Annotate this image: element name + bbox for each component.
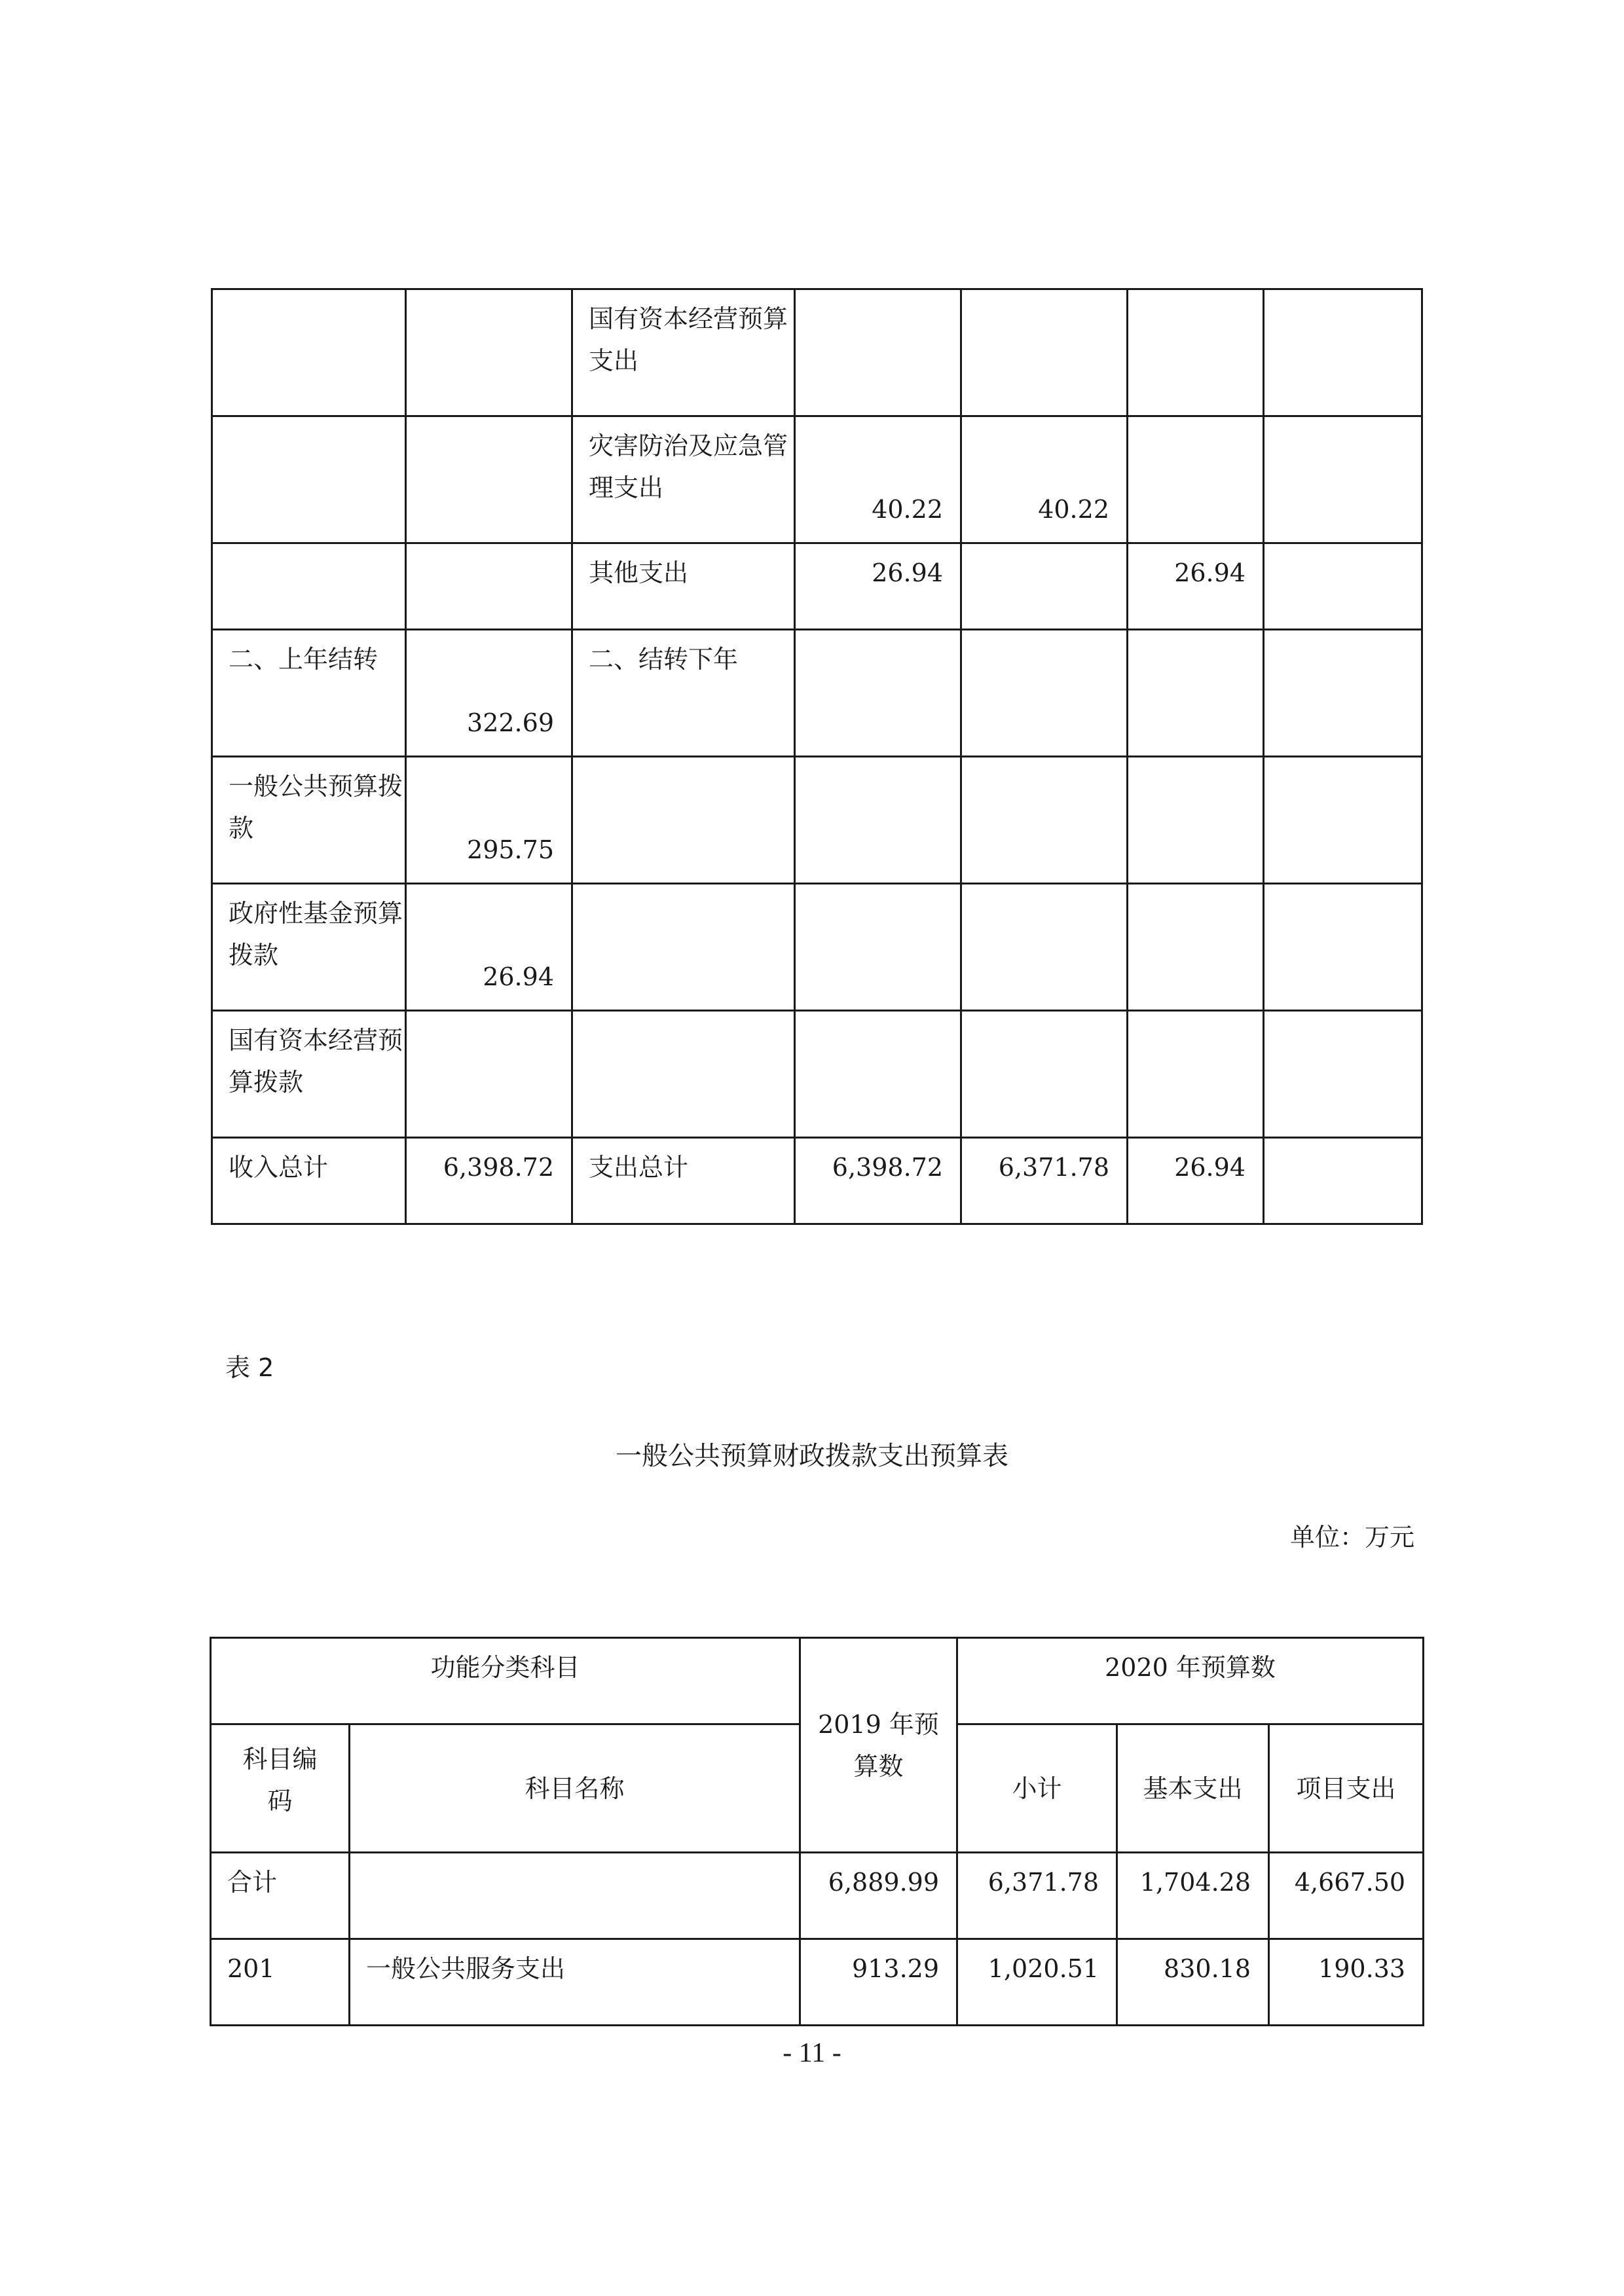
table-label: 表 2 bbox=[225, 1353, 274, 1382]
table-cell bbox=[795, 630, 961, 757]
header-function-category: 功能分类科目 bbox=[211, 1638, 800, 1724]
table-cell: 830.18 bbox=[1117, 1939, 1269, 2026]
table-cell: 26.94 bbox=[1128, 1138, 1264, 1224]
table-cell: 6,371.78 bbox=[957, 1853, 1117, 1939]
table-cell: 合计 bbox=[211, 1853, 350, 1939]
header-basic: 基本支出 bbox=[1117, 1724, 1269, 1853]
table-cell: 1,020.51 bbox=[957, 1939, 1117, 2026]
table-cell bbox=[1264, 289, 1422, 416]
table-cell: 1,704.28 bbox=[1117, 1853, 1269, 1939]
table-cell bbox=[1264, 630, 1422, 757]
table-cell bbox=[406, 1011, 572, 1138]
table-cell: 6,889.99 bbox=[800, 1853, 957, 1939]
revenue-expenditure-table bbox=[211, 288, 1423, 1225]
table-cell bbox=[961, 543, 1128, 630]
table-cell bbox=[795, 289, 961, 416]
table-row bbox=[211, 1939, 1424, 2026]
table-cell bbox=[1264, 543, 1422, 630]
table-cell: 国有资本经营预算支出 bbox=[572, 289, 795, 416]
table-cell: 40.22 bbox=[795, 416, 961, 543]
table-cell: 190.33 bbox=[1269, 1939, 1424, 2026]
table-cell: 26.94 bbox=[1128, 543, 1264, 630]
table-row bbox=[212, 1011, 1422, 1138]
table-cell bbox=[406, 543, 572, 630]
table-row bbox=[212, 289, 1422, 416]
unit-note: 单位：万元 bbox=[1289, 1523, 1414, 1552]
table-cell: 40.22 bbox=[961, 416, 1128, 543]
table-cell bbox=[1264, 416, 1422, 543]
table-cell: 6,398.72 bbox=[406, 1138, 572, 1224]
table-cell bbox=[795, 884, 961, 1011]
table-cell: 一般公共服务支出 bbox=[350, 1939, 800, 2026]
table-cell bbox=[350, 1853, 800, 1939]
page-number: - 11 - bbox=[783, 2038, 841, 2068]
table-cell bbox=[572, 757, 795, 884]
table-cell bbox=[961, 884, 1128, 1011]
table-row bbox=[212, 757, 1422, 884]
table-cell: 322.69 bbox=[406, 630, 572, 757]
table-cell: 26.94 bbox=[406, 884, 572, 1011]
table-cell bbox=[212, 543, 406, 630]
table-cell: 支出总计 bbox=[572, 1138, 795, 1224]
table-cell: 一般公共预算拨款 bbox=[212, 757, 406, 884]
table-cell: 二、上年结转 bbox=[212, 630, 406, 757]
table-cell: 收入总计 bbox=[212, 1138, 406, 1224]
table-row bbox=[212, 416, 1422, 543]
table-cell: 6,371.78 bbox=[961, 1138, 1128, 1224]
header-project: 项目支出 bbox=[1269, 1724, 1424, 1853]
table-cell bbox=[1128, 289, 1264, 416]
table-cell bbox=[1128, 416, 1264, 543]
table-row bbox=[212, 884, 1422, 1011]
table-cell bbox=[1264, 1011, 1422, 1138]
table-cell: 二、结转下年 bbox=[572, 630, 795, 757]
table-cell: 4,667.50 bbox=[1269, 1853, 1424, 1939]
table-row bbox=[212, 630, 1422, 757]
table-row bbox=[212, 1138, 1422, 1224]
table-row bbox=[212, 543, 1422, 630]
table-cell bbox=[795, 757, 961, 884]
table-cell: 295.75 bbox=[406, 757, 572, 884]
table-cell bbox=[1128, 1011, 1264, 1138]
table-cell: 灾害防治及应急管理支出 bbox=[572, 416, 795, 543]
table-cell bbox=[572, 884, 795, 1011]
table-cell bbox=[1128, 630, 1264, 757]
header-2020-budget: 2020 年预算数 bbox=[957, 1638, 1424, 1724]
header-code: 科目编码 bbox=[211, 1724, 350, 1853]
table-cell bbox=[572, 1011, 795, 1138]
table-cell bbox=[961, 630, 1128, 757]
table-cell: 其他支出 bbox=[572, 543, 795, 630]
header-name: 科目名称 bbox=[350, 1724, 800, 1853]
table-cell bbox=[1128, 884, 1264, 1011]
table-cell bbox=[961, 757, 1128, 884]
table-cell bbox=[961, 289, 1128, 416]
table-cell: 6,398.72 bbox=[795, 1138, 961, 1224]
table-cell: 201 bbox=[211, 1939, 350, 2026]
table-cell bbox=[1264, 1138, 1422, 1224]
header-row bbox=[211, 1638, 1424, 1724]
table-cell: 913.29 bbox=[800, 1939, 957, 2026]
general-budget-expenditure-table bbox=[210, 1637, 1424, 2026]
table-cell bbox=[212, 416, 406, 543]
table-cell bbox=[795, 1011, 961, 1138]
table-cell bbox=[1264, 757, 1422, 884]
table-cell bbox=[1264, 884, 1422, 1011]
table-cell: 政府性基金预算拨款 bbox=[212, 884, 406, 1011]
table-cell bbox=[1128, 757, 1264, 884]
table-cell bbox=[961, 1011, 1128, 1138]
table-title: 一般公共预算财政拨款支出预算表 bbox=[616, 1441, 1008, 1471]
header-subtotal: 小计 bbox=[957, 1724, 1117, 1853]
table-cell: 26.94 bbox=[795, 543, 961, 630]
table-cell bbox=[406, 289, 572, 416]
table-row bbox=[211, 1853, 1424, 1939]
table-cell bbox=[406, 416, 572, 543]
header-2019-budget: 2019 年预算数 bbox=[800, 1638, 957, 1853]
table-cell bbox=[212, 289, 406, 416]
table-cell: 国有资本经营预算拨款 bbox=[212, 1011, 406, 1138]
